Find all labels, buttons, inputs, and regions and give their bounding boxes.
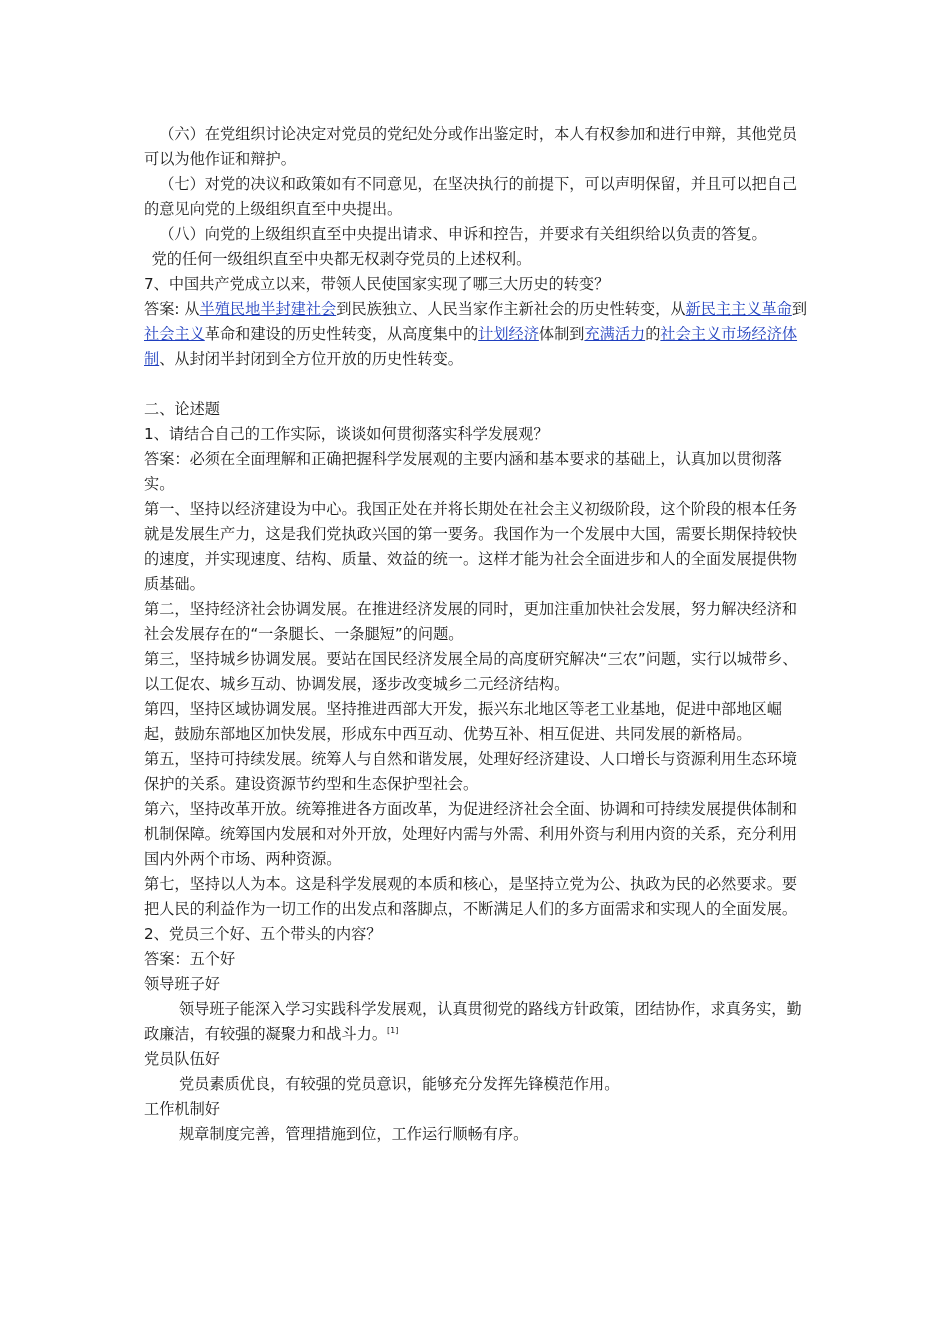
para-leadership (144, 997, 810, 1047)
q7-text-1: 到民族独立、人民当家作主新社会的历史性转变，从 (336, 300, 686, 318)
q7-text-2: 到 (791, 300, 808, 318)
spacer (144, 372, 810, 397)
q7-text-5: 的 (645, 325, 661, 343)
point-2: 第二，坚持经济社会协调发展。在推进经济发展的同时，更加注重加快社会发展，努力解决经济和社会发展存在的“一条腿长、一条腿短”的问题。 (144, 600, 798, 643)
s2-question-2: 2、党员三个好、五个带头的内容？ (144, 925, 382, 943)
para-mechanism: 规章制度完善，管理措施到位，工作运行顺畅有序。 (178, 1125, 529, 1143)
s2-answer-2: 答案：五个好 (144, 950, 236, 968)
point-5: 第五，坚持可持续发展。统筹人与自然和谐发展，处理好经济建设、人口增长与资源利用生态环境保护的关系。建设资源节约型和生态保护型社会。 (144, 750, 798, 793)
s2-question-1: 1、请结合自己的工作实际，谈谈如何贯彻落实科学发展观？ (144, 425, 549, 443)
heading-mechanism: 工作机制好 (144, 1100, 220, 1118)
link-socialist-market-economy[interactable]: 社会主义市场经济体制 (144, 325, 798, 368)
footnote-ref[interactable]: [1] (387, 1025, 399, 1035)
right-8: （八）向党的上级组织直至中央提出请求、申诉和控告，并要求有关组织给以负责的答复。 (159, 225, 767, 243)
point-6: 第六，坚持改革开放。统筹推进各方面改革，为促进经济社会全面、协调和可持续发展提供体制和机制保障。统筹国内发展和对外开放，处理好内需与外需、利用外资与利用内资的关系，充分利用国内外两个市场、两种资源。 (144, 800, 798, 868)
q7-text-4: 体制到 (538, 325, 585, 343)
point-7: 第七，坚持以人为本。这是科学发展观的本质和核心，是坚持立党为公、执政为民的必然要求。要把人民的利益作为一切工作的出发点和落脚点，不断满足人们的多方面需求和实现人的全面发展。 (144, 875, 798, 918)
point-4: 第四，坚持区域协调发展。坚持推进西部大开发，振兴东北地区等老工业基地，促进中部地区崛起，鼓励东部地区加快发展，形成东中西互动、优势互补、相互促进、共同发展的新格局。 (144, 700, 782, 743)
q7-answer (144, 297, 810, 372)
q7-text-6: 、从封闭半封闭到全方位开放的历史性转变。 (159, 350, 463, 368)
rights-closing: 党的任何一级组织直至中央都无权剥夺党员的上述权利。 (151, 250, 532, 268)
link-new-democratic-revolution[interactable]: 新民主主义革命 (685, 300, 792, 318)
q7-question: 7、中国共产党成立以来，带领人民使国家实现了哪三大历史的转变？ (144, 275, 610, 293)
para-leadership-text: 领导班子能深入学习实践科学发展观，认真贯彻党的路线方针政策，团结协作，求真务实，勤政廉洁，有较强的凝聚力和战斗力。 (144, 1000, 802, 1043)
right-7: （七）对党的决议和政策如有不同意见，在坚决执行的前提下，可以声明保留，并且可以把自己的意见向党的上级组织直至中央提出。 (144, 175, 798, 218)
q7-answer-prefix: 答案: 从 (144, 300, 200, 318)
link-full-of-vitality[interactable]: 充满活力 (584, 325, 646, 343)
right-6: （六）在党组织讨论决定对党员的党纪处分或作出鉴定时，本人有权参加和进行申辩，其他党员可以为他作证和辩护。 (144, 125, 798, 168)
heading-team: 党员队伍好 (144, 1050, 220, 1068)
s2-answer-1: 答案：必须在全面理解和正确把握科学发展观的主要内涵和基本要求的基础上，认真加以贯彻落实。 (144, 450, 782, 493)
point-1: 第一、坚持以经济建设为中心。我国正处在并将长期处在社会主义初级阶段，这个阶段的根本任务就是发展生产力，这是我们党执政兴国的第一要务。我国作为一个发展中大国，需要长期保持较快的速度，并实现速度、结构、质量、效益的统一。这样才能为社会全面进步和人的全面发展提供物质基础。 (144, 500, 798, 593)
q7-text-3: 革命和建设的历史性转变，从高度集中的 (204, 325, 479, 343)
link-planned-economy[interactable]: 计划经济 (478, 325, 539, 343)
section-heading: 二、论述题 (144, 400, 220, 418)
link-semi-colonial[interactable]: 半殖民地半封建社会 (199, 300, 337, 318)
point-3: 第三，坚持城乡协调发展。要站在国民经济发展全局的高度研究解决“三农”问题，实行以城带乡、以工促农、城乡互动、协调发展，逐步改变城乡二元经济结构。 (144, 650, 798, 693)
heading-leadership: 领导班子好 (144, 975, 220, 993)
link-socialism[interactable]: 社会主义 (144, 325, 205, 343)
para-team: 党员素质优良，有较强的党员意识，能够充分发挥先锋模范作用。 (178, 1075, 620, 1093)
